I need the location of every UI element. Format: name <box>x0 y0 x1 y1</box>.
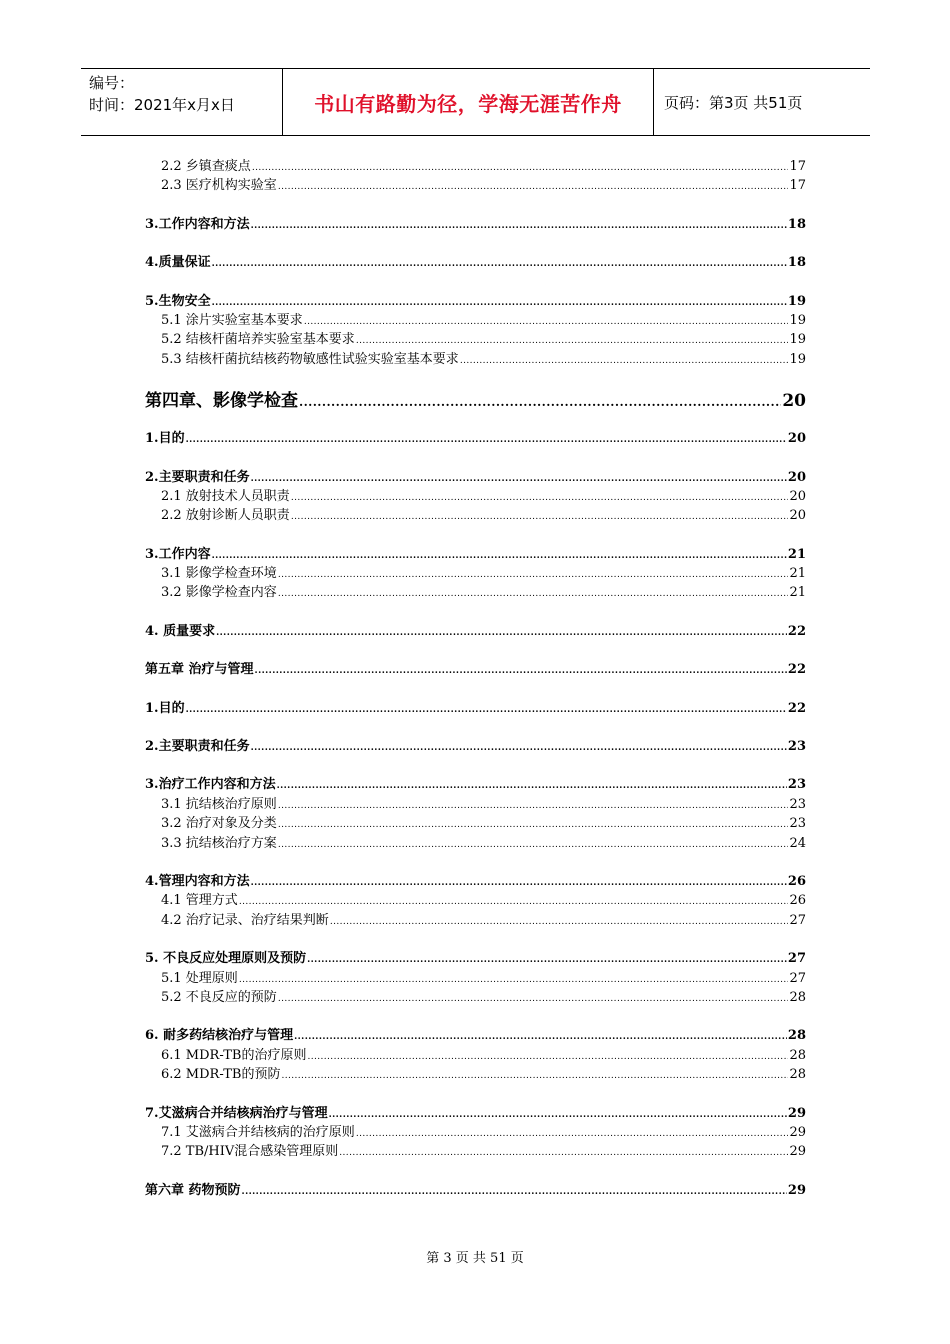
toc-leader-dots <box>294 1032 787 1042</box>
toc-spacer <box>145 271 806 290</box>
toc-page-number: 18 <box>787 255 806 271</box>
toc-entry-label: 5.3 结核杆菌抗结核药物敏感性试验实验室基本要求 <box>161 351 459 367</box>
toc-spacer <box>145 367 806 386</box>
toc-entry[interactable] <box>145 328 806 347</box>
toc-leader-dots <box>212 259 787 269</box>
toc-leader-dots <box>186 435 787 445</box>
table-of-contents <box>145 155 806 1198</box>
toc-entry[interactable] <box>145 174 806 193</box>
toc-spacer <box>145 639 806 658</box>
toc-entry-label: 2.2 放射诊断人员职责 <box>161 508 290 524</box>
toc-leader-dots <box>291 512 789 522</box>
toc-page-number: 23 <box>789 796 806 812</box>
toc-leader-dots <box>212 551 787 561</box>
toc-entry[interactable] <box>145 870 806 889</box>
toc-entry-label: 2.主要职责和任务 <box>145 739 250 755</box>
toc-page-number: 18 <box>787 216 806 232</box>
toc-entry[interactable] <box>145 290 806 309</box>
toc-leader-dots <box>239 975 789 985</box>
toc-entry-label: 3.2 影像学检查内容 <box>161 585 277 601</box>
toc-entry[interactable] <box>145 348 806 367</box>
toc-entry[interactable] <box>145 832 806 851</box>
toc-page-number: 28 <box>789 1047 806 1063</box>
number-label: 编号： <box>89 74 135 92</box>
toc-page-number: 24 <box>789 835 806 851</box>
toc-leader-dots <box>251 221 787 231</box>
toc-leader-dots <box>304 317 789 327</box>
toc-leader-dots <box>339 1148 788 1158</box>
toc-entry[interactable] <box>145 967 806 986</box>
toc-spacer <box>145 194 806 213</box>
toc-spacer <box>145 928 806 947</box>
toc-entry-label: 7.2 TB/HIV混合感染管理原则 <box>161 1144 339 1160</box>
toc-entry-label: 1.目的 <box>145 431 185 447</box>
toc-entry-label: 5.生物安全 <box>145 293 211 309</box>
toc-page-number: 28 <box>787 1028 806 1044</box>
toc-entry[interactable] <box>145 155 806 174</box>
toc-leader-dots <box>212 298 787 308</box>
toc-entry[interactable] <box>145 543 806 562</box>
toc-leader-dots <box>329 1110 787 1120</box>
toc-leader-dots <box>281 1071 788 1081</box>
page-header <box>81 68 870 136</box>
toc-leader-dots <box>356 1129 789 1139</box>
toc-entry[interactable] <box>145 1179 806 1198</box>
toc-page-number: 20 <box>789 508 806 524</box>
toc-leader-dots <box>255 666 787 676</box>
toc-entry-label: 第六章 药物预防 <box>145 1182 241 1198</box>
toc-page-number: 19 <box>787 293 806 309</box>
toc-leader-dots <box>278 570 789 580</box>
toc-entry-label: 3.工作内容 <box>145 546 211 562</box>
toc-leader-dots <box>356 336 789 346</box>
toc-page-number: 26 <box>789 893 806 909</box>
toc-spacer <box>145 754 806 773</box>
toc-page-number: 21 <box>789 585 806 601</box>
toc-page-number: 29 <box>789 1124 806 1140</box>
toc-entry[interactable] <box>145 466 806 485</box>
toc-entry[interactable] <box>145 1044 806 1063</box>
toc-page-number: 20 <box>782 391 806 412</box>
toc-leader-dots <box>277 781 787 791</box>
toc-entry[interactable] <box>145 251 806 270</box>
toc-leader-dots <box>242 1187 787 1197</box>
toc-entry[interactable] <box>145 773 806 792</box>
toc-leader-dots <box>307 955 787 965</box>
toc-entry-label: 5.1 处理原则 <box>161 970 238 986</box>
toc-entry[interactable] <box>145 485 806 504</box>
toc-entry[interactable] <box>145 909 806 928</box>
toc-entry-label: 4.质量保证 <box>145 255 211 271</box>
toc-chapter-entry[interactable] <box>145 386 806 413</box>
toc-spacer <box>145 524 806 543</box>
toc-spacer <box>145 232 806 251</box>
toc-entry[interactable] <box>145 658 806 677</box>
toc-leader-dots <box>251 878 787 888</box>
toc-leader-dots <box>278 840 789 850</box>
header-meta <box>81 69 282 135</box>
toc-page-number: 19 <box>789 351 806 367</box>
toc-entry-label: 2.3 医疗机构实验室 <box>161 178 277 194</box>
toc-entry[interactable] <box>145 581 806 600</box>
toc-page-number: 17 <box>789 178 806 194</box>
toc-leader-dots <box>278 994 789 1004</box>
toc-entry-label: 6. 耐多药结核治疗与管理 <box>145 1028 294 1044</box>
toc-page-number: 23 <box>787 777 806 793</box>
toc-leader-dots <box>239 897 789 907</box>
toc-page-number: 29 <box>787 1182 806 1198</box>
toc-entry[interactable] <box>145 812 806 831</box>
toc-page-number: 27 <box>787 951 806 967</box>
toc-page-number: 22 <box>787 623 806 639</box>
toc-leader-dots <box>330 917 789 927</box>
toc-entry[interactable] <box>145 889 806 908</box>
toc-entry-label: 5.1 涂片实验室基本要求 <box>161 312 303 328</box>
toc-page-number: 21 <box>789 566 806 582</box>
toc-leader-dots <box>216 628 787 638</box>
toc-spacer <box>145 601 806 620</box>
toc-entry[interactable] <box>145 620 806 639</box>
toc-spacer <box>145 716 806 735</box>
toc-entry-label: 3.1 抗结核治疗原则 <box>161 796 277 812</box>
toc-entry-label: 6.2 MDR-TB的预防 <box>161 1067 281 1083</box>
toc-spacer <box>145 413 806 427</box>
toc-entry-label: 5.2 不良反应的预防 <box>161 989 277 1005</box>
toc-entry-label: 4. 质量要求 <box>145 623 216 639</box>
toc-leader-dots <box>291 493 789 503</box>
toc-leader-dots <box>278 589 789 599</box>
toc-page-number: 19 <box>789 312 806 328</box>
toc-page-number: 27 <box>789 970 806 986</box>
toc-leader-dots <box>252 163 789 173</box>
toc-entry-label: 5.2 结核杆菌培养实验室基本要求 <box>161 332 355 348</box>
toc-entry-label: 4.管理内容和方法 <box>145 873 250 889</box>
toc-entry-label: 4.2 治疗记录、治疗结果判断 <box>161 912 329 928</box>
toc-entry[interactable] <box>145 697 806 716</box>
toc-leader-dots <box>251 474 787 484</box>
toc-page-number: 20 <box>787 431 806 447</box>
toc-entry-label: 7.1 艾滋病合并结核病的治疗原则 <box>161 1124 355 1140</box>
toc-entry-label: 第四章、影像学检查 <box>145 391 298 412</box>
toc-page-number: 26 <box>787 873 806 889</box>
toc-page-number: 23 <box>787 739 806 755</box>
toc-page-number: 28 <box>789 1067 806 1083</box>
toc-leader-dots <box>278 182 789 192</box>
toc-leader-dots <box>186 705 787 715</box>
toc-page-number: 17 <box>789 159 806 174</box>
toc-entry-label: 2.2 乡镇查痰点 <box>161 159 251 174</box>
date-label: 时间：2021年x月x日 <box>89 96 235 114</box>
toc-entry-label: 3.3 抗结核治疗方案 <box>161 835 277 851</box>
toc-entry[interactable] <box>145 504 806 523</box>
toc-leader-dots <box>307 1052 788 1062</box>
toc-page-number: 23 <box>789 816 806 832</box>
toc-entry[interactable] <box>145 793 806 812</box>
toc-page-number: 21 <box>787 546 806 562</box>
page-footer: 第 3 页 共 51 页 <box>426 1251 524 1266</box>
toc-entry-label: 1.目的 <box>145 700 185 716</box>
toc-entry-label: 2.主要职责和任务 <box>145 469 250 485</box>
toc-entry[interactable] <box>145 986 806 1005</box>
toc-entry[interactable] <box>145 735 806 754</box>
toc-spacer <box>145 1005 806 1024</box>
toc-entry[interactable] <box>145 1063 806 1082</box>
toc-leader-dots <box>278 801 789 811</box>
toc-entry-label: 3.1 影像学检查环境 <box>161 566 277 582</box>
toc-spacer <box>145 1160 806 1179</box>
toc-entry[interactable] <box>145 213 806 232</box>
toc-entry[interactable] <box>145 427 806 446</box>
toc-page-number: 20 <box>789 488 806 504</box>
toc-entry-label: 3.2 治疗对象及分类 <box>161 816 277 832</box>
toc-page-number: 29 <box>787 1105 806 1121</box>
toc-entry-label: 5. 不良反应处理原则及预防 <box>145 951 307 967</box>
toc-entry-label: 4.1 管理方式 <box>161 893 238 909</box>
header-page-info: 页码：第3页 共51页 <box>664 93 803 112</box>
toc-spacer <box>145 678 806 697</box>
toc-spacer <box>145 447 806 466</box>
toc-entry-label: 第五章 治疗与管理 <box>145 662 254 678</box>
header-motto: 书山有路勤为径，学海无涯苦作舟 <box>282 69 654 135</box>
toc-entry[interactable] <box>145 1102 806 1121</box>
toc-leader-dots <box>460 356 789 366</box>
toc-entry-label: 6.1 MDR-TB的治疗原则 <box>161 1047 307 1063</box>
toc-page-number: 27 <box>789 912 806 928</box>
toc-entry[interactable] <box>145 947 806 966</box>
toc-page-number: 29 <box>789 1144 806 1160</box>
toc-entry[interactable] <box>145 1140 806 1159</box>
toc-page-number: 19 <box>789 332 806 348</box>
toc-entry-label: 3.治疗工作内容和方法 <box>145 777 276 793</box>
toc-entry[interactable] <box>145 562 806 581</box>
toc-page-number: 28 <box>789 989 806 1005</box>
toc-page-number: 22 <box>787 662 806 678</box>
toc-leader-dots <box>299 395 781 409</box>
toc-spacer <box>145 1083 806 1102</box>
toc-entry-label: 2.1 放射技术人员职责 <box>161 488 290 504</box>
toc-leader-dots <box>251 743 787 753</box>
toc-spacer <box>145 851 806 870</box>
toc-entry[interactable] <box>145 309 806 328</box>
toc-entry[interactable] <box>145 1121 806 1140</box>
toc-entry-label: 3.工作内容和方法 <box>145 216 250 232</box>
toc-entry[interactable] <box>145 1024 806 1043</box>
toc-page-number: 20 <box>787 469 806 485</box>
toc-page-number: 22 <box>787 700 806 716</box>
toc-entry-label: 7.艾滋病合并结核病治疗与管理 <box>145 1105 328 1121</box>
toc-leader-dots <box>278 820 789 830</box>
